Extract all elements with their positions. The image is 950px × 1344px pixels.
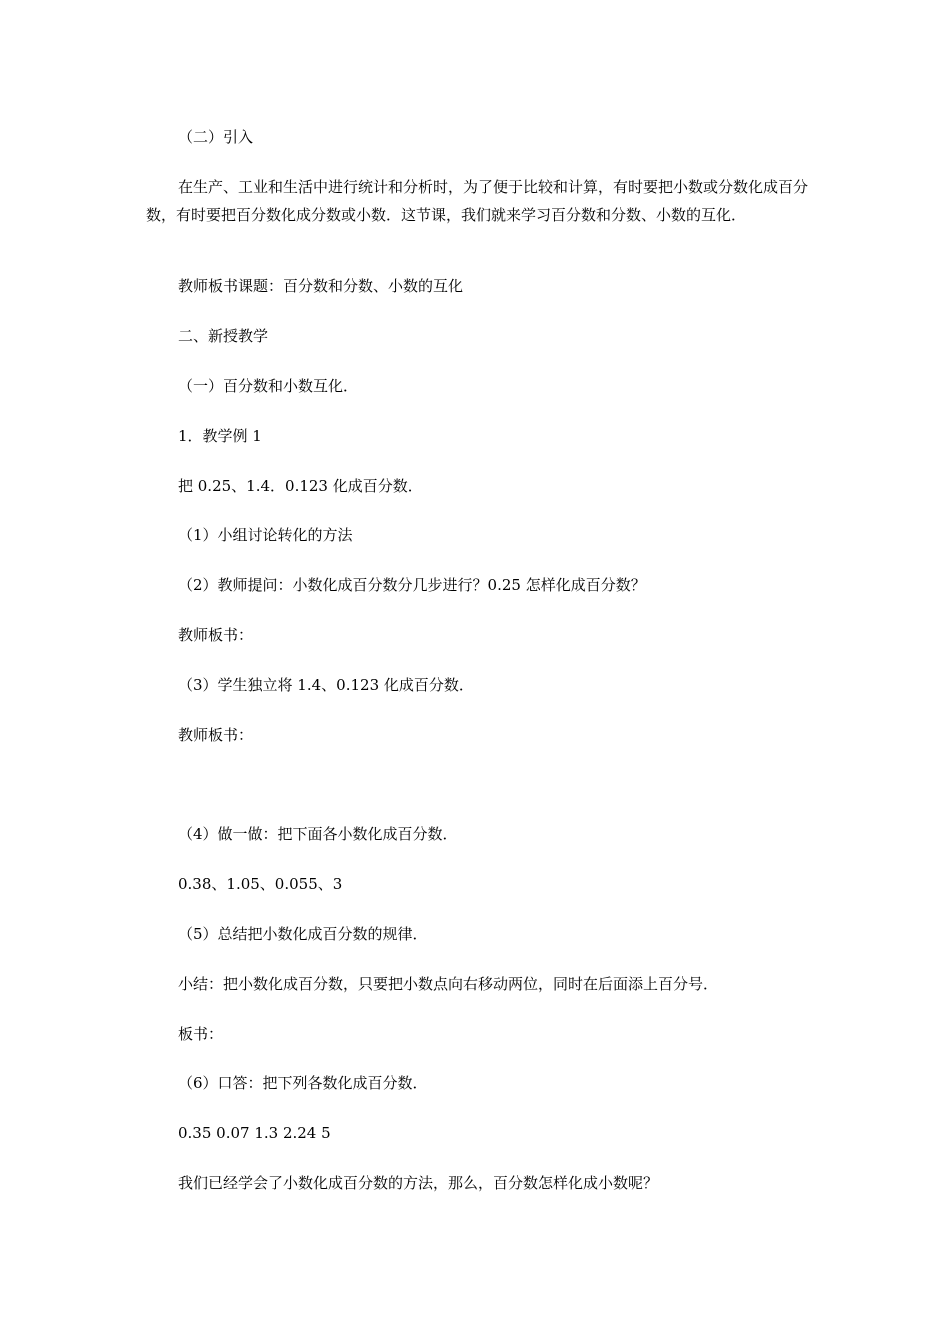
step-5: （5）总结把小数化成百分数的规律．: [178, 925, 428, 943]
intro-paragraph: 在生产、工业和生活中进行统计和分析时，为了便于比较和计算，有时要把小数或分数化成百分数，有时要把百分数化成分数或小数．这节课，我们就来学习百分数和分数、小数的互化．: [146, 178, 809, 224]
oral-numbers: 0.35 0.07 1.3 2.24 5: [178, 1124, 331, 1142]
step-2: （2）教师提问：小数化成百分数分几步进行？0.25 怎样化成百分数？: [178, 576, 646, 594]
step-4: （4）做一做：把下面各小数化成百分数．: [178, 825, 458, 843]
example-title: 1．教学例 1: [178, 427, 262, 445]
step-3: （3）学生独立将 1.4、0.123 化成百分数．: [178, 676, 474, 694]
exercise-numbers: 0.38、1.05、0.055、3: [178, 875, 343, 893]
step-6: （6）口答：把下列各数化成百分数．: [178, 1074, 428, 1092]
subsection-heading-one: （一）百分数和小数互化．: [178, 377, 359, 395]
board-note-3: 板书：: [178, 1025, 224, 1043]
heading-intro: （二）引入: [178, 128, 254, 146]
example-task: 把 0.25、1.4．0.123 化成百分数．: [178, 477, 423, 495]
closing-question: 我们已经学会了小数化成百分数的方法，那么，百分数怎样化成小数呢？: [178, 1174, 659, 1192]
summary: 小结：把小数化成百分数，只要把小数点向右移动两位，同时在后面添上百分号．: [178, 975, 719, 993]
step-1: （1）小组讨论转化的方法: [178, 526, 353, 544]
board-note-1: 教师板书：: [178, 626, 254, 644]
board-note-2: 教师板书：: [178, 726, 254, 744]
section-heading-two: 二、新授教学: [178, 327, 269, 345]
board-title: 教师板书课题：百分数和分数、小数的互化: [178, 277, 464, 295]
